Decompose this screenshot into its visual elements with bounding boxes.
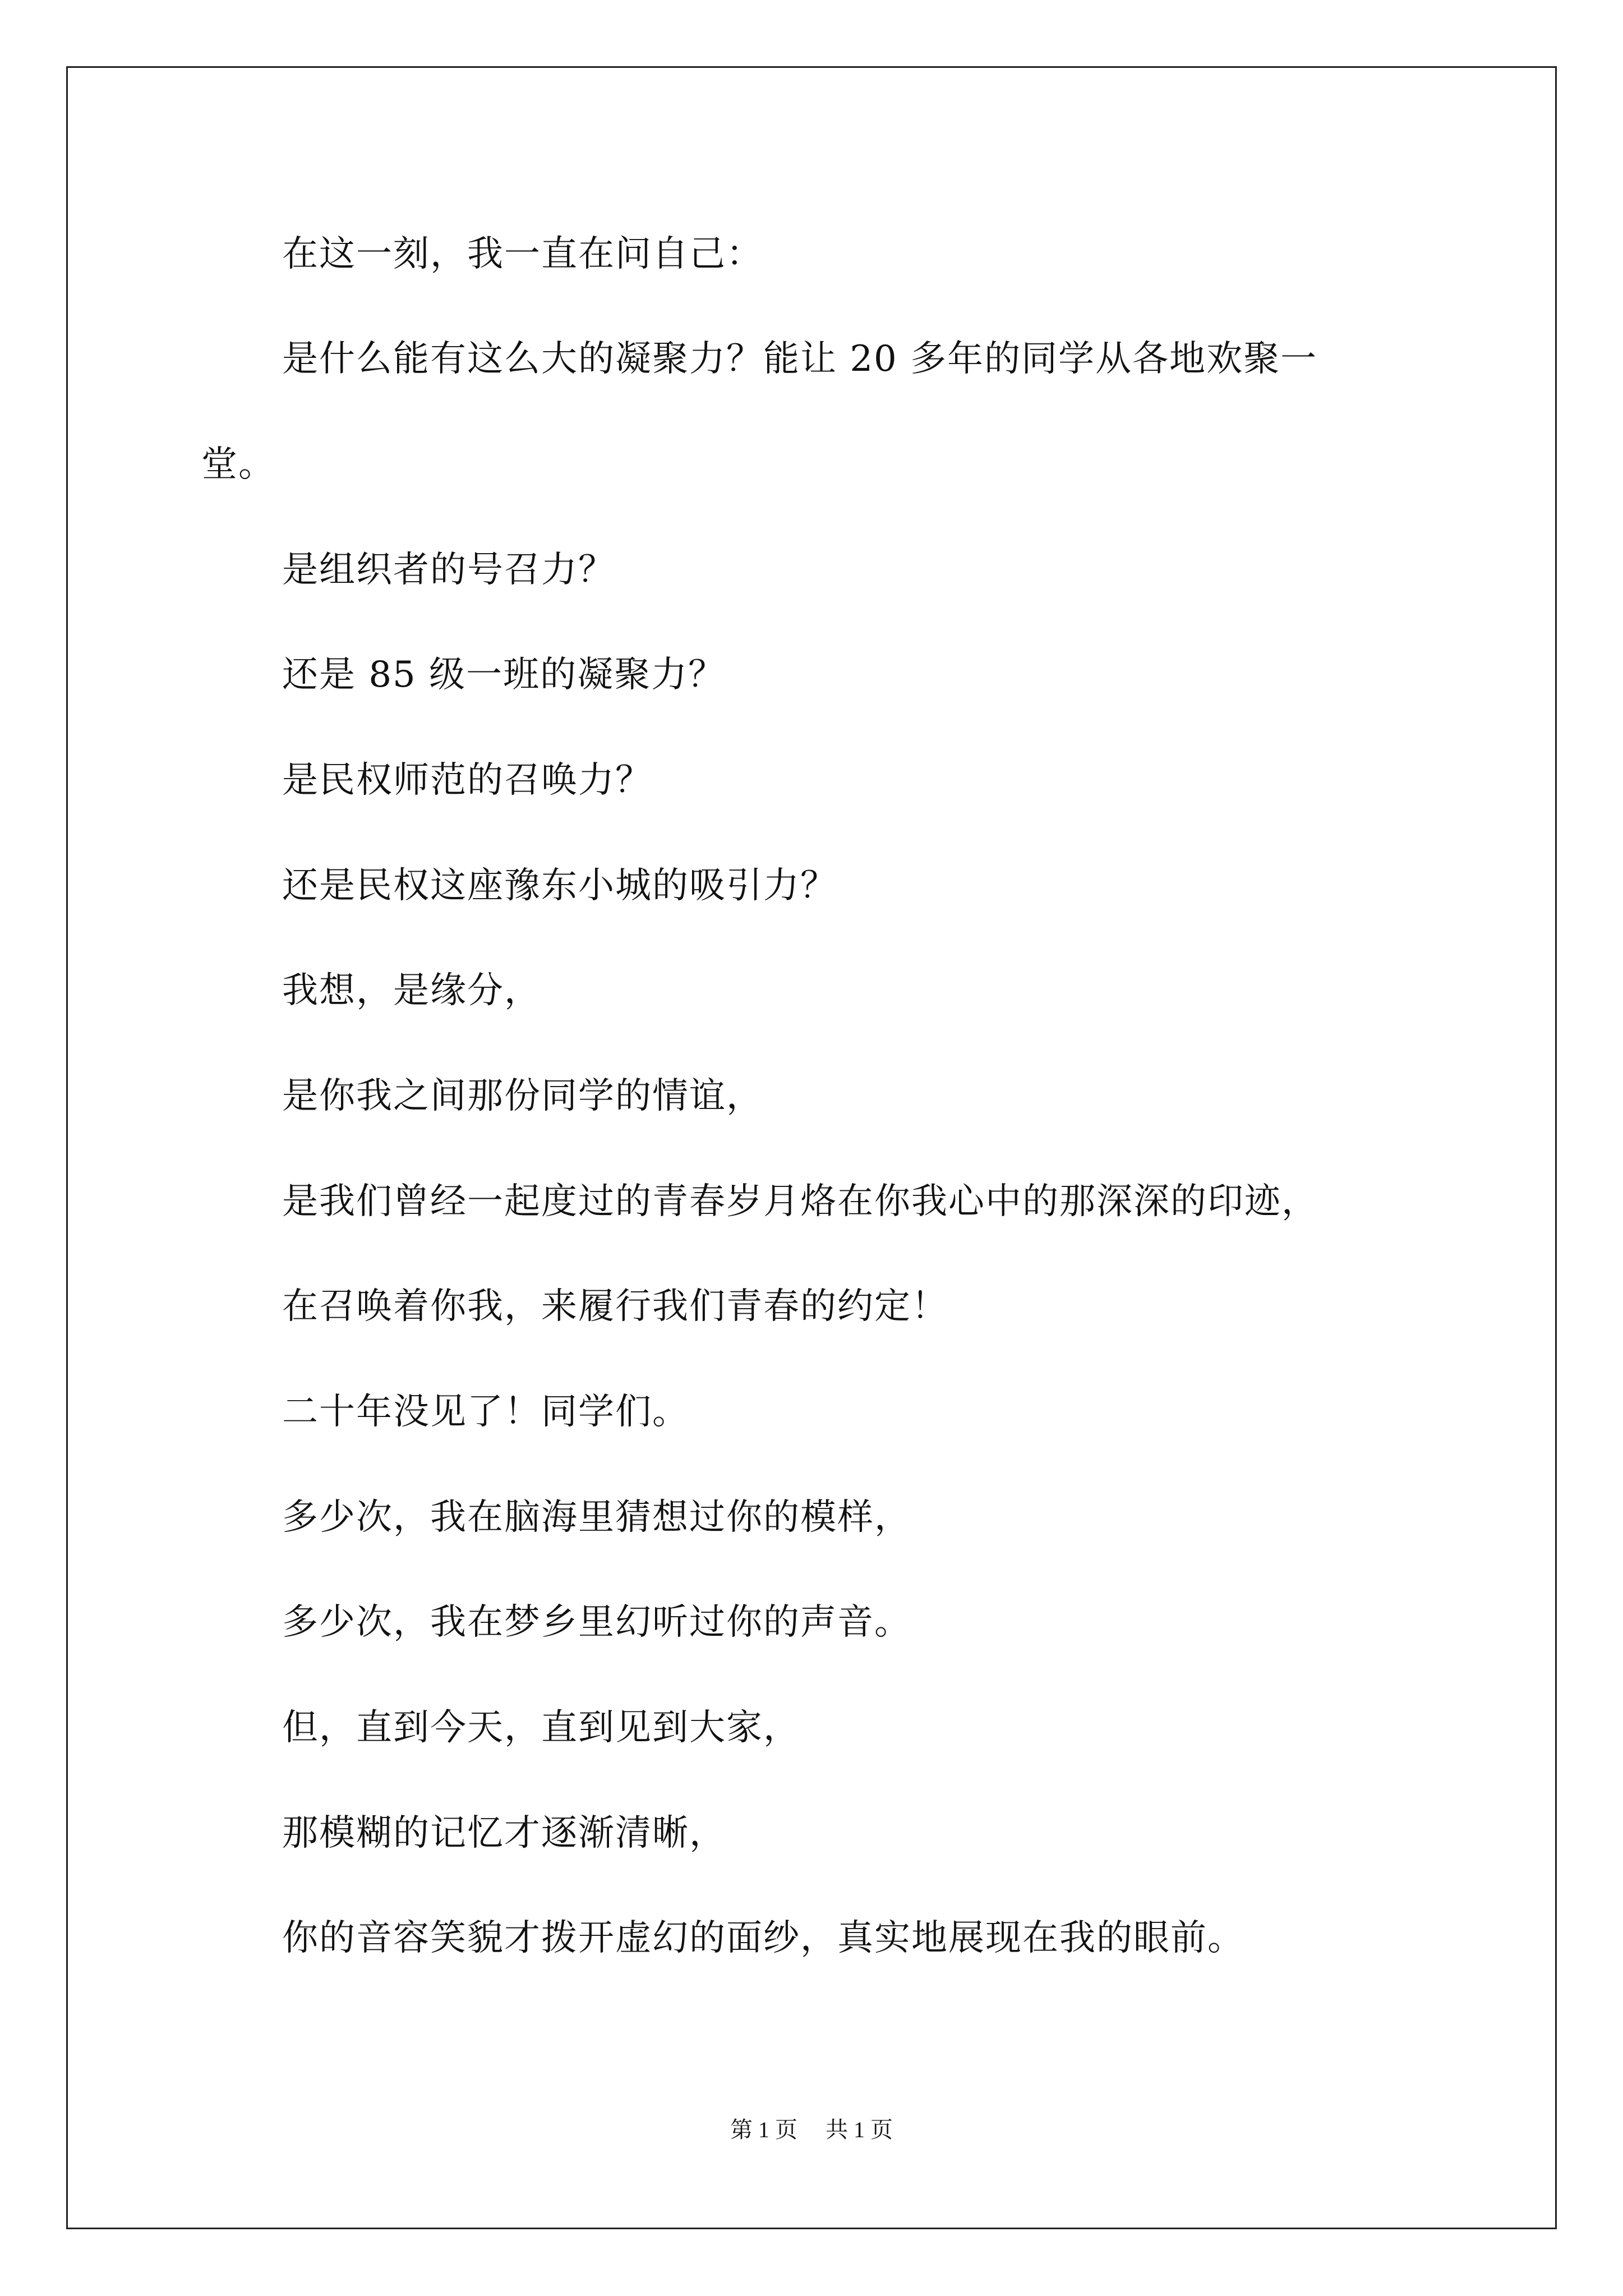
page-total: 共 1 页 bbox=[826, 2117, 893, 2142]
paragraph-line: 在这一刻，我一直在问自己： bbox=[282, 233, 763, 275]
paragraph-line: 那模糊的记忆才逐渐清晰， bbox=[282, 1812, 726, 1854]
paragraph-line: 但，直到今天，直到见到大家， bbox=[282, 1707, 800, 1749]
paragraph-line: 还是民权这座豫东小城的吸引力？ bbox=[282, 865, 837, 907]
paragraph-line: 是什么能有这么大的凝聚力？能让 20 多年的同学从各地欢聚一 bbox=[282, 338, 1318, 380]
paragraph-line: 是我们曾经一起度过的青春岁月烙在你我心中的那深深的印迹， bbox=[282, 1181, 1318, 1222]
paragraph-line: 还是 85 级一班的凝聚力？ bbox=[282, 654, 726, 696]
page-footer bbox=[0, 2116, 1623, 2144]
paragraph-line: 在召唤着你我，来履行我们青春的约定！ bbox=[282, 1286, 948, 1327]
paragraph-line: 多少次，我在梦乡里幻听过你的声音。 bbox=[282, 1602, 911, 1643]
paragraph-line: 是你我之间那份同学的情谊， bbox=[282, 1075, 763, 1117]
page-border bbox=[66, 66, 1557, 2229]
page-number: 第 1 页 bbox=[730, 2117, 797, 2142]
paragraph-line: 二十年没见了！同学们。 bbox=[282, 1391, 689, 1433]
paragraph-line: 你的音容笑貌才拨开虚幻的面纱，真实地展现在我的眼前。 bbox=[282, 1917, 1244, 1959]
paragraph-line: 是组织者的号召力？ bbox=[282, 549, 615, 591]
paragraph-line: 堂。 bbox=[201, 444, 275, 485]
paragraph-line: 多少次，我在脑海里猜想过你的模样， bbox=[282, 1497, 911, 1538]
paragraph-line: 我想，是缘分， bbox=[282, 970, 541, 1011]
paragraph-line: 是民权师范的召唤力？ bbox=[282, 760, 652, 801]
